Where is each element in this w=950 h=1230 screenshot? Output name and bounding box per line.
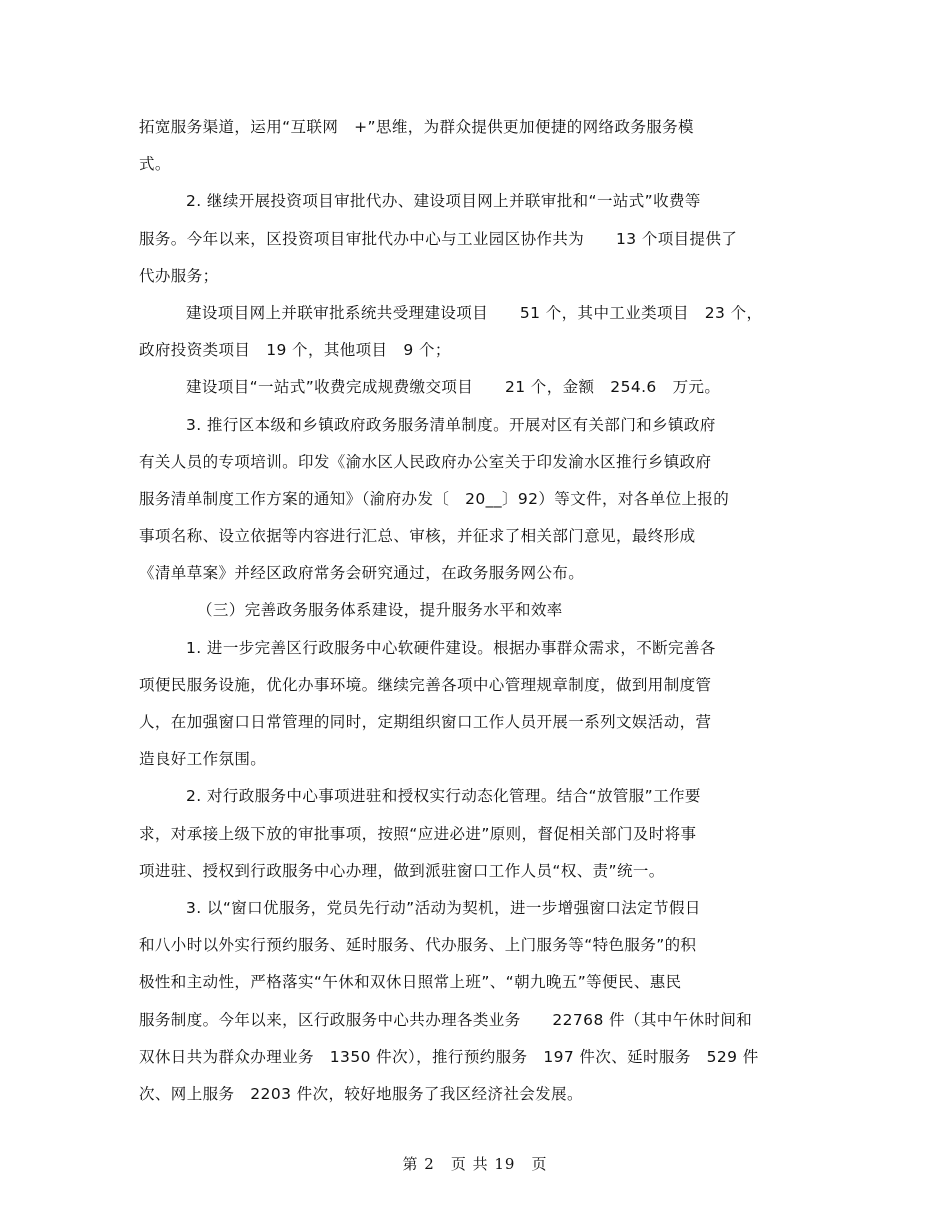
paragraph-line-2: 式。 xyxy=(139,155,171,174)
paragraph-line-9: 3. 推行区本级和乡镇政府政务服务清单制度。开展对区有关部门和乡镇政府 xyxy=(186,415,716,434)
paragraph-line-5: 代办服务； xyxy=(139,266,219,285)
paragraph-line-11: 服务清单制度工作方案的通知》（渝府办发〔 20__〕92）等文件，对各单位上报的 xyxy=(139,489,730,508)
paragraph-line-22: 3. 以“窗口优服务，党员先行动”活动为契机，进一步增强窗口法定节假日 xyxy=(186,898,701,917)
paragraph-line-16: 项便民服务设施，优化办事环境。继续完善各项中心管理规章制度，做到用制度管 xyxy=(139,675,712,694)
paragraph-line-3: 2. 继续开展投资项目审批代办、建设项目网上并联审批和“一站式”收费等 xyxy=(186,192,701,211)
paragraph-line-27: 次、网上服务 2203 件次，较好地服务了我区经济社会发展。 xyxy=(139,1084,583,1103)
paragraph-line-23: 和八小时以外实行预约服务、延时服务、代办服务、上门服务等“特色服务”的积 xyxy=(139,936,697,955)
paragraph-line-19: 2. 对行政服务中心事项进驻和授权实行动态化管理。结合“放管服”工作要 xyxy=(186,787,701,806)
paragraph-line-1: 拓宽服务渠道，运用“互联网 +”思维，为群众提供更加便捷的网络政务服务模 xyxy=(139,118,694,136)
page-number-footer: 第 2 页 共 19 页 xyxy=(402,1155,548,1173)
paragraph-line-21: 项进驻、授权到行政服务中心办理，做到派驻窗口工作人员“权、责”统一。 xyxy=(139,861,665,880)
paragraph-line-25: 服务制度。今年以来，区行政服务中心共办理各类业务 22768 件（其中午休时间和 xyxy=(139,1010,753,1029)
paragraph-line-8: 建设项目“一站式”收费完成规费缴交项目 21 个，金额 254.6 万元。 xyxy=(186,378,721,397)
paragraph-line-15: 1. 进一步完善区行政服务中心软硬件建设。根据办事群众需求，不断完善各 xyxy=(186,638,716,657)
paragraph-line-4: 服务。今年以来，区投资项目审批代办中心与工业园区协作共为 13 个项目提供了 xyxy=(139,229,738,248)
section-heading: （三）完善政务服务体系建设，提升服务水平和效率 xyxy=(197,601,563,620)
paragraph-line-12: 事项名称、设立依据等内容进行汇总、审核，并征求了相关部门意见，最终形成 xyxy=(139,527,696,546)
document-body xyxy=(139,109,819,1113)
paragraph-line-13: 《清单草案》并经区政府常务会研究通过，在政务服务网公布。 xyxy=(139,564,585,583)
paragraph-line-7: 政府投资类项目 19 个，其他项目 9 个； xyxy=(139,341,451,360)
paragraph-line-17: 人，在加强窗口日常管理的同时，定期组织窗口工作人员开展一系列文娱活动，营 xyxy=(139,713,712,731)
paragraph-line-20: 求，对承接上级下放的审批事项，按照“应进必进”原则，督促相关部门及时将事 xyxy=(139,824,697,843)
paragraph-line-6: 建设项目网上并联审批系统共受理建设项目 51 个，其中工业类项目 23 个， xyxy=(186,303,763,322)
paragraph-line-26: 双休日共为群众办理业务 1350 件次），推行预约服务 197 件次、延时服务 529 件 xyxy=(139,1047,759,1066)
paragraph-line-24: 极性和主动性，严格落实“午休和双休日照常上班”、“朝九晚五”等便民、惠民 xyxy=(139,973,682,992)
paragraph-line-10: 有关人员的专项培训。印发《渝水区人民政府办公室关于印发渝水区推行乡镇政府 xyxy=(139,452,712,471)
paragraph-line-18: 造良好工作氛围。 xyxy=(139,750,267,769)
